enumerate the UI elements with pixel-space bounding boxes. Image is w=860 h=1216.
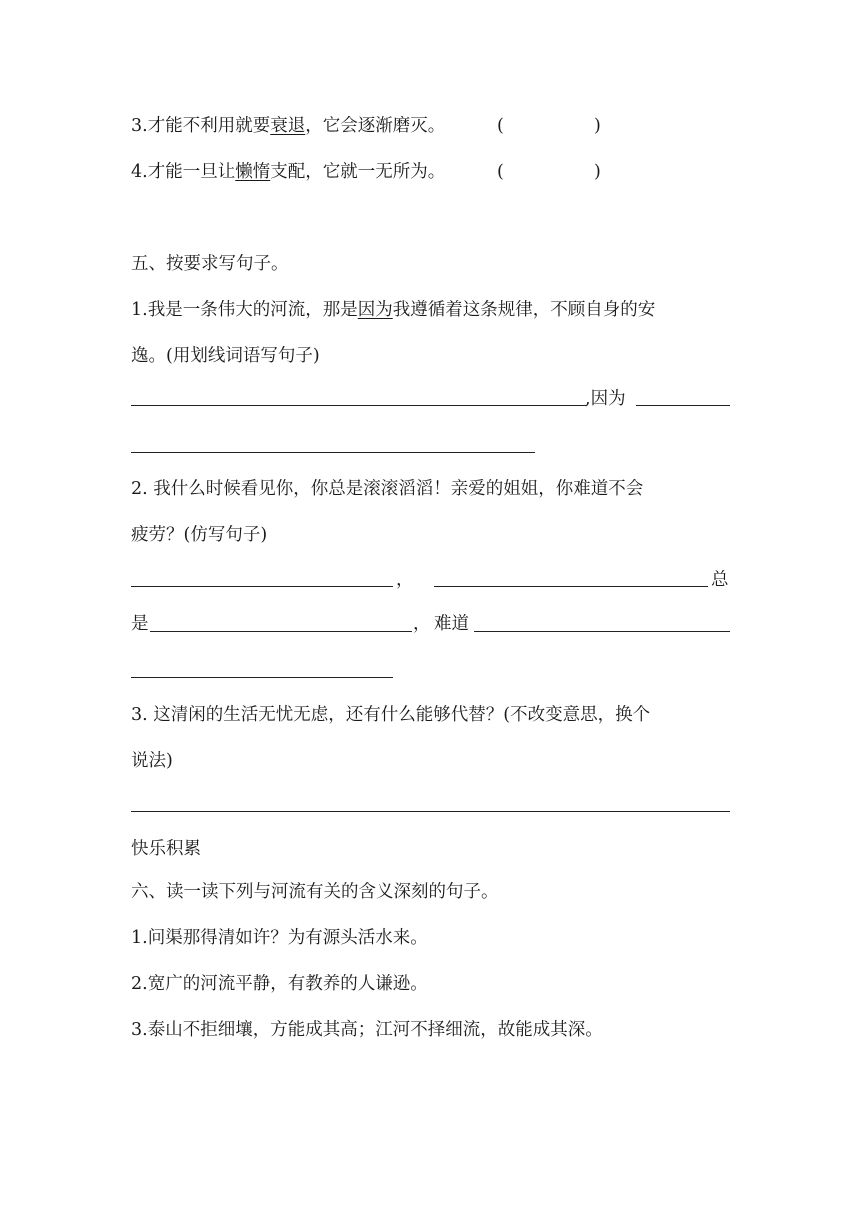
list-item: 3.泰山不拒细壤，方能成其高；江河不择细流，故能成其深。 [131,1020,603,1040]
answer-blank[interactable] [131,452,535,453]
answer-word-nandao: 难道 [434,614,469,634]
answer-comma: ， [413,614,431,634]
item-text: 才能一旦让 [147,162,236,182]
answer-blank[interactable] [434,586,708,587]
question-2-line-1: 2. 我什么时候看见你，你总是滚滚滔滔！亲爱的姐姐，你难道不会 [131,479,644,499]
item-number: 3. [131,116,148,136]
answer-connector: ,因为 [585,389,626,409]
answer-paren-open: ( [497,162,504,182]
item-text: ，它会逐渐磨灭。 [305,116,446,136]
answer-blank[interactable] [131,586,393,587]
list-item: 1.问渠那得清如许？为有源头活水来。 [131,928,428,948]
answer-comma: ， [396,570,414,590]
answer-blank[interactable] [474,631,730,632]
answer-paren-open: ( [497,116,504,136]
section-label: 快乐积累 [131,839,201,859]
answer-paren-close: ) [594,116,601,136]
question-1-line-2: 逸。(用划线词语写句子) [131,346,320,366]
answer-paren-close: ) [594,162,601,182]
list-item: 2.宽广的河流平静，有教养的人谦逊。 [131,974,428,994]
question-3-line-2: 说法) [131,751,173,771]
section-heading: 六、读一读下列与河流有关的含义深刻的句子。 [131,882,499,902]
underlined-word: 懒惰 [235,162,271,182]
item-text: 才能不利用就要 [147,116,271,136]
answer-blank[interactable] [131,811,730,812]
underlined-word: 因为 [357,300,393,320]
question-3-line-1: 3. 这清闲的生活无忧无虑，还有什么能够代替？(不改变意思，换个 [131,705,651,725]
underlined-word: 衰退 [270,116,306,136]
question-1-line-1 [131,298,655,322]
answer-blank[interactable] [150,631,412,632]
answer-blank[interactable] [131,405,586,406]
answer-blank[interactable] [131,677,393,678]
answer-word-zong: 总 [711,570,729,590]
answer-word-shi: 是 [131,614,149,634]
question-item-3 [131,114,445,138]
question-text: 我遵循着这条规律，不顾自身的安 [392,300,656,320]
section-heading: 五、按要求写句子。 [131,254,289,274]
question-item-4 [131,160,445,184]
question-text: 1.我是一条伟大的河流，那是 [131,300,358,320]
question-2-line-2: 疲劳？(仿写句子) [131,525,268,545]
answer-blank[interactable] [636,405,730,406]
item-text: 支配，它就一无所为。 [270,162,446,182]
item-number: 4. [131,162,148,182]
